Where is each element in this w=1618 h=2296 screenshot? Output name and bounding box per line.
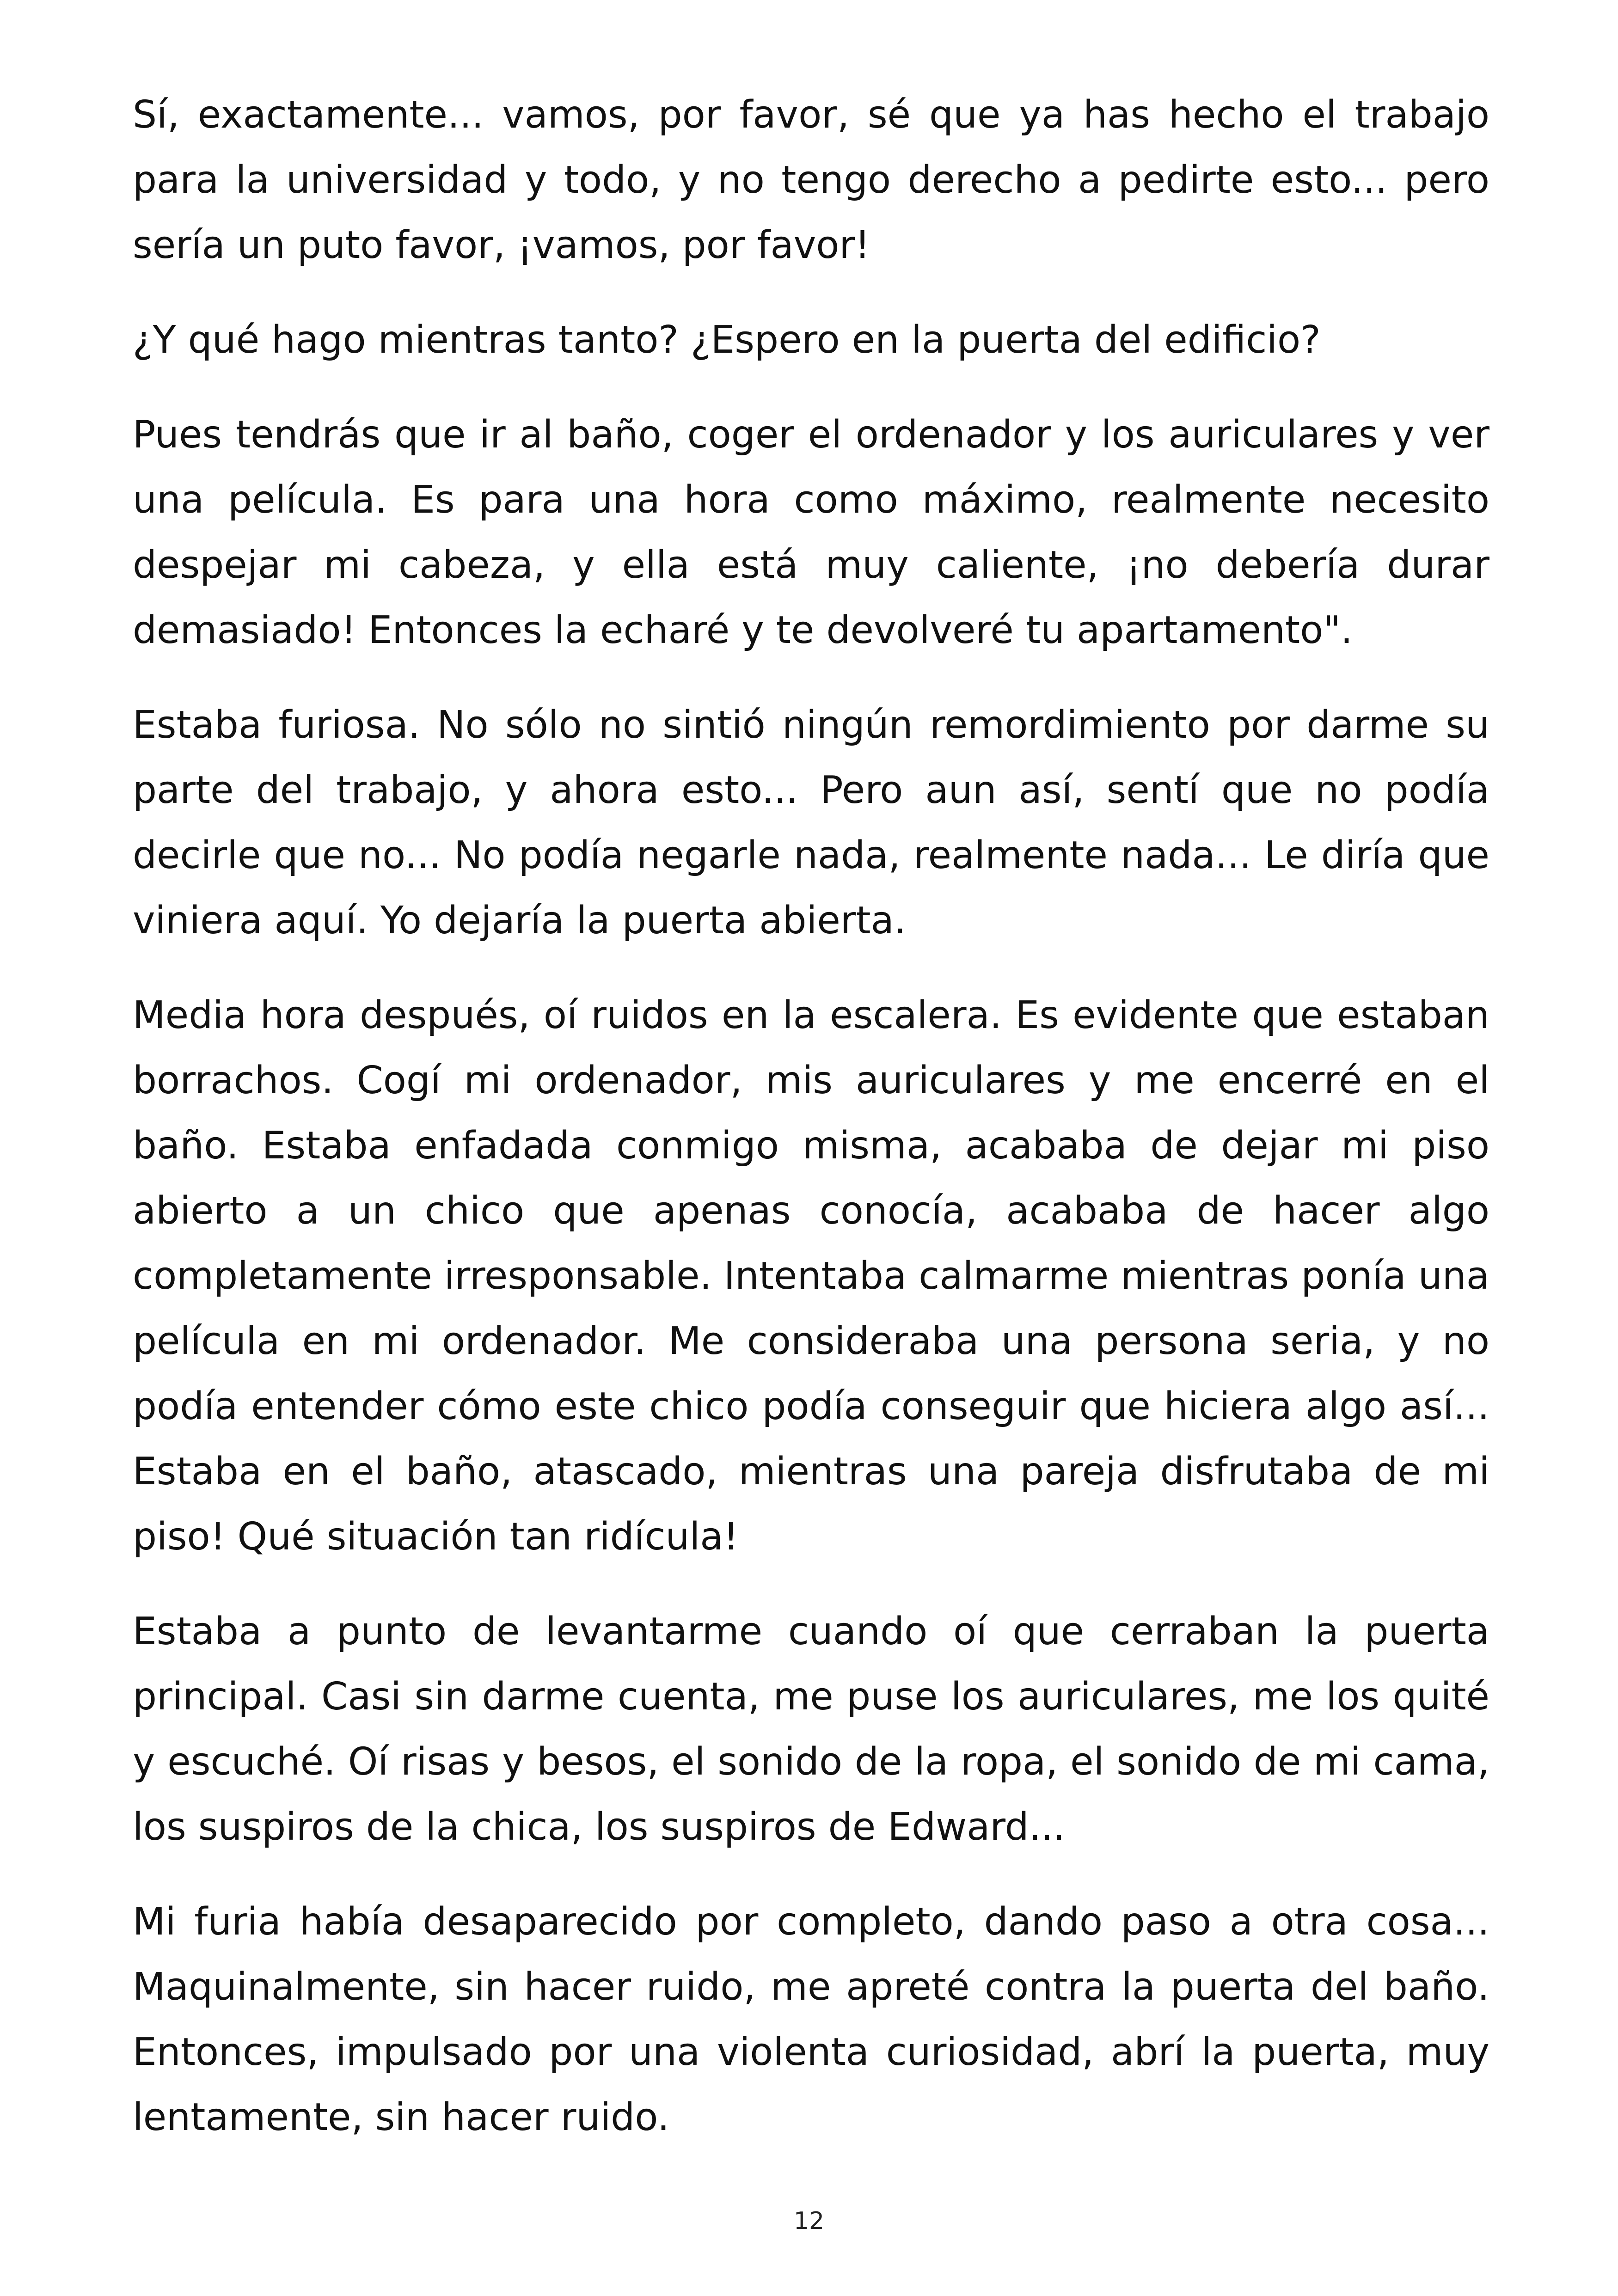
paragraph-3: Pues tendrás que ir al baño, coger el ordenador y los auriculares y ver una película. Es para una hora como máximo, realmente necesito despejar mi cabeza, y ella está muy caliente, ¡no debería durar demasiado! Entonces la echaré y te devolveré tu apartamento". xyxy=(133,413,1489,652)
paragraph-5: Media hora después, oí ruidos en la escalera. Es evidente que estaban borrachos. Cogí mi ordenador, mis auriculares y me encerré en el baño. Estaba enfadada conmigo misma, acababa de dejar mi piso abierto a un chico que apenas conocía, acababa de hacer algo completamente irresponsable. Intentaba calmarme mientras ponía una película en mi ordenador. Me consideraba una persona seria, y no podía entender cómo este chico podía conseguir que hiciera algo así... Estaba en el baño, atascado, mientras una pareja disfrutaba de mi piso! Qué situación tan ridícula! xyxy=(133,993,1489,1559)
paragraph-4: Estaba furiosa. No sólo no sintió ningún remordimiento por darme su parte del trabajo, y ahora esto... Pero aun así, sentí que no podía decirle que no... No podía negarle nada, realmente nada... Le diría que viniera aquí. Yo dejaría la puerta abierta. xyxy=(133,703,1489,943)
body-text xyxy=(133,82,1489,2180)
paragraph-2: ¿Y qué hago mientras tanto? ¿Espero en la puerta del edificio? xyxy=(133,318,1321,362)
page-number: 12 xyxy=(793,2207,825,2235)
paragraph-6: Estaba a punto de levantarme cuando oí que cerraban la puerta principal. Casi sin darme cuenta, me puse los auriculares, me los quité y escuché. Oí risas y besos, el sonido de la ropa, el sonido de mi cama, los suspiros de la chica, los suspiros de Edward... xyxy=(133,1610,1489,1849)
paragraph-1: Sí, exactamente... vamos, por favor, sé que ya has hecho el trabajo para la universidad y todo, y no tengo derecho a pedirte esto... pero sería un puto favor, ¡vamos, por favor! xyxy=(133,93,1489,267)
paragraph-7: Mi furia había desaparecido por completo, dando paso a otra cosa... Maquinalmente, sin hacer ruido, me apreté contra la puerta del baño. Entonces, impulsado por una violenta curiosidad, abrí la puerta, muy lentamente, sin hacer ruido. xyxy=(133,1900,1489,2139)
